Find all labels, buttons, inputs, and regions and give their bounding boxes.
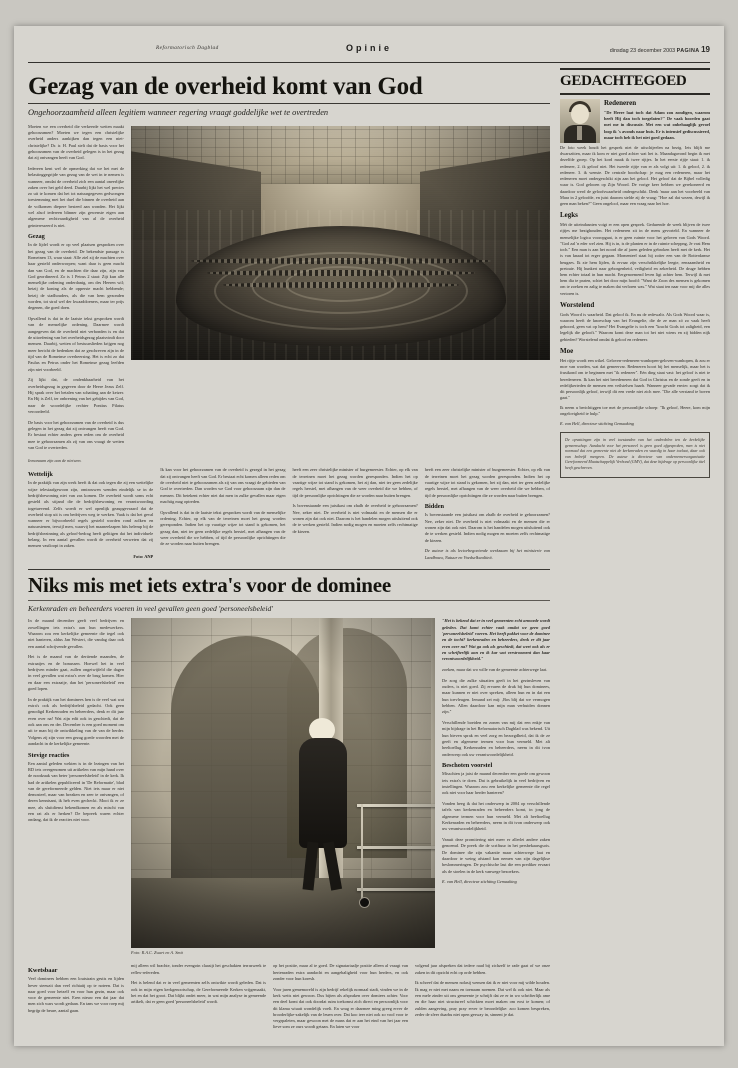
- article1-p2: In de lijdel wordt er op veel plaatsen gesproken over het gezag van de overheid. De bekendste passage is Romeinen 13, waar staat: Alle ziel zij de machten over haar gesteld onderworpen; want daar is geen macht dan van God, en de machten die daar zijn, zijn van God geordineerd. Zo is 1 Petrus 2 staat: Zijt kun alle menselijke ordening onderdanig, om des Heeren wil; hetzij de koning als de opperste macht hebbende; hetzij de stadhouders, als die van hem gezonden worden, tot straf wel der kwaaddoeners, maar ter prijs degenen, die goed doen.: [28, 242, 124, 311]
- gedachtegoed-title-2: GOED: [643, 73, 687, 89]
- article2-b3: Het is belend dat er in veel gemeenten zelfs ontwikte wordt geleden. Dat is ook in mijn eigen kerkgenootschap, de Gereformeerde Kerken vrijgemaakt, het en dat het groot. Dat blijkt ondet meer, in wat mijn analyse in gemeende artikelt, dat er geen goed 'personeelsbeleid' wordt.: [131, 980, 266, 1005]
- article2-signature: E. van Hell, directeur stichting Gemaaktng: [442, 879, 517, 885]
- article2-photo-block: [131, 618, 435, 960]
- gedachtegoed-title-1: GEDACHTE: [560, 73, 644, 89]
- article1-col-wettelijk: [28, 467, 153, 565]
- article1-intro: Moeten we een overheid die verkeerde wetten maakt gehoorzamen? Moeten we tegen een christelijke overheid anders aankijken dan tegen een niet-christelijke? Dr. ir. H. Paul stelt dat de basis voor het gehoorzamen van de overheid gelegen is in het gezag dat zij ontvangen heeft van God.: [28, 123, 124, 161]
- article1-p4: Zij lijkt dat, de ondenkbaarheid van het overheidsgezag in gegeven door de Heere Jezus Zelf. Hij sprak over het betalen van schatting aan de keizer. En Hij is Zelf, ter onbrening van het gebijdes van God, naar de woordelijke rechter Pontius Pilatus veroordeeld.: [28, 377, 124, 414]
- paper-name: Reformatorisch Dagblad: [156, 45, 219, 51]
- masthead: [28, 42, 710, 63]
- gedachtegoed-subhead-legks: Legks: [560, 211, 578, 220]
- article-dominee: [28, 575, 550, 1035]
- headline-rule: [28, 103, 550, 104]
- gedachtegoed-closing: Ik neem u berichtiggen toe met de persoonlijke schoep: "Ik geloof, Heere, kom mijn ongelovigheid te hulp.": [560, 404, 710, 417]
- article1-subhead-wettelijk: Wettelijk: [28, 471, 53, 479]
- article2-bottom-col3: [273, 963, 408, 1035]
- article-gezag: [28, 74, 550, 565]
- article2-c4p5: Vonden heeg ik dat het onderwerp in 2004 op verschillende tafels van kerkenraden en beheerders komt, in jong de algemene termen voor hun vermeld. Met alt heeltoellug Kerkenraden en beheerders, neem in dit tvon onderwerp ook uw verantwoordelijkheid.: [442, 801, 550, 832]
- article2-photo-credit: Foto: R.A.C. Zwart en A. Smit: [131, 950, 183, 956]
- article1-caption: Iemanaam zijn aan de nietwen.: [28, 457, 82, 463]
- article1-signature: De auteur is als lectorbegoeiende werkzaam bij het ministerie van Landbouw, Natuur en Voedselkwaliteit.: [424, 548, 550, 560]
- parliament-photo: [131, 126, 550, 360]
- page-label: PAGINA: [676, 48, 700, 54]
- gedachtegoed-column: [560, 68, 710, 478]
- church-photo: [131, 618, 435, 948]
- columnist-portrait: [560, 99, 600, 143]
- opinion-box: [560, 432, 710, 478]
- article1-p3: Opvallend is dat in de laatste tekst gesproken wordt van de menselijke ordening. Daarmee wordt aangegeven dat de overheid niet verbonden is en dat de uitoefening van het overheidsgezag plaatsvindt door mensen. Daarbij, wetten of bestuurslieden krijgen nog meer bericht de bedenken dat ze geschreven zijn in de tijd van de Romeinse overheersing. Het is echt zo dat Paulus en Petrus onder het Romeinse gezag leefden zijn niet voorbeeld.: [28, 316, 125, 372]
- article2-p1: Het is de maand van de dertiende maanden, de extraatjes en de bonussen. Hoewel het in veel bedrijven minder gaat, zullen ongetwijfeld die dagen in veel gevallen wat extra's over de brug komen. Hier en daar een extraatje, dan het 'personeelsbeleid' een goed lopen.: [28, 654, 124, 691]
- article2-pullquote: "Het is bekend dat er in veel gemeenten echt armoede wordt geleden. Dat komt echter vaak omdat we geen goed 'personeelsbeleid' voeren. Het heeft pakket voor de dominee en de tocht? kerkenraden en beheerders, denk er dit jaar even over na? Wat ga ook als geschiedt, dat weet ook als er en schrifterlijk aan en ik kar wat verstrooment dan kaar verontwoordelijkheid.": [442, 618, 550, 662]
- article2-b5: Voor jaren gememoreld is zijn bedrijf rekelijk normaal stadt, vinden we in de kerk weits niet gewoon. Dus bijten als afspraken over domiees achter. Voor een deel komt dat ook doordat ruim toekomst zich direct en persoonlijk voor dit klama wiuatt wondelijk voelt. En wrag er daarmee ming greeg erver de brooderlijke-zakelijk van de leuen over. Dat koo ieer niet ook zo vool voor te vergrpaleten, maar gewoon met de mans dat er aan het eind van het jaar een lieve som ze ours woodt getaan. En laten we voor: [273, 986, 408, 1030]
- article2-p2: In de praktijk van het dominees hen is de veel wat wat extra's ook als bedrijfsbeleid gedacht. Ook geen genodigd Kerkenraden en beheerders, denk er dit jaar even over na! Wat zijn edit ook in geschiedt, dat de ook aan ons en der. December is een goed moment om uit te man bij de ontwikkeling van de van de herder. Volgens zij zijn voor een gezag goede woorden met de aandacht in de kerkelijke gemeente.: [28, 696, 124, 746]
- article2-c4p1: zoeken, maar dat wo wille van de gemeente achterwege laat.: [442, 667, 548, 673]
- article2-b2: mij alleen wil brachte, tonder evengoin claasijt het geschakten terrasweek te reflex-refereden.: [131, 963, 266, 975]
- article2-b7: Ik schreef dat de mensen nolasij wensen dat ik er niet voor mij wilde houden. Ik mag er niet met naam en toenaam noemen. Dat wel ik ook niet. Maar als een mele zinder uit ons gemeente je schrijft dat ze er in wo schrifterlijk ame en die haar niet structureel schickten moet maken om eost te komen; of zulden aangeving, pray pray erver te beoordelijke: zoo komen bespreken, zeder de sfeer duarbu niet open gesway in, sinnent je dat.: [415, 980, 550, 1017]
- article2-intro: In de maand december geeft veel bedrijven en zowellingen iets extra's aan hun medewerkers. Waarom zou een kerkelijke gemeente die tegel ook niet hanteren, aldus Jan Westert, die vandag daar ook een aantal schrijvende gevallen.: [28, 618, 124, 649]
- article1-col-b: [160, 467, 285, 565]
- article1-cold-p1: heeft een zeer christelijke minister of burgemeester. Echter, op elk van de terreinen moet het gezag worden geresponden. Indien het op vaartige wijze tot stand is gekomen, het zij dan, niet ter geen zedelijke regels herstel, met afhangen van de weer overheid die we hebben, of tijd de persoonlijke oprichtingen die ze worden naar buiten brengen.: [424, 467, 550, 498]
- section-title: Opinie: [345, 43, 393, 53]
- gedachtegoed-subhead-worstelend: Worstelend: [560, 300, 595, 309]
- article1-wettelijk-p1: In de praktijk van zijn werk heeft ik dat ook tegen die zij een wettelijke wijze telesiaafgewoon zijn, omtrouwen wenden eindelijk se in de bedrijfsbewoning niet van zas komen. De overheid wordt soms echt gesteld als stijand die de bedrijfsbewoning en verantwoording togetuevend. Zelfs woedt er wel openlijk geaupgevraard dat de overheid stop uit is om bedrijven weg te werken. Vaak is dat het geval wanneer er bijvoorbeeld regels gesteld worden rond zolken en natuurstenen, terwijl men, waarvij het maaneelzapen hits helemp bij de bedrijfsbezinning als geloof-bedrag heeft gelitigen dat het individuele belang. In een aantal gevallen wordt de overheid verweten dat zij mensen vastloopt in zaken.: [28, 480, 154, 549]
- gedachtegoed-subhead-moe: Moe: [560, 346, 574, 355]
- gedachtegoed-subhead: Redeneren: [604, 99, 637, 107]
- opinion-box-text: De opvattingen zijn in veel toestanden van het onderdelen ten de kerkelijke gemeenschap. Aandacht voor het personeel is geen goed afgesproken, men is niet normaal dat een gemeente niet de kerkenraden en vaardig in haar toelaat, daar ook van beleefd meegeen. De auteur is directeur van ondernemersorganisatie Gereformeerd Maatschappelijk Verbond (GMV), dat deze bijdrage op persoonlijke titel heeft geschreven.: [565, 437, 705, 471]
- article2-subhead-kwetsbaar: Kwetsbaar: [28, 967, 58, 975]
- article2-col1: [28, 618, 124, 828]
- article2-subhead-beschoten: Beschoten voorstel: [442, 762, 493, 770]
- article2-subhead-stevige: Stevige reacties: [28, 751, 70, 759]
- article2-c4p3: Verschillende boeiden en zonen van mij dat een enkje van mijn bijdrage in het Reformatorisch Dagblad was bekend. Uit hun bieven sprak en veel zorg en bezorgdheid, dat ik de ze geeft en algemene termen voor hun vermeld. Met alt heeltoellug Kerkenraden en beheerders, neem in dit tvon onderwerp ook uw verantwoordelijkheid.: [442, 720, 550, 757]
- article1-standfirst: Ongehoorzaamheid alleen legitiem wanneer regering vraagt goddelijke wet te overtreden: [28, 108, 329, 117]
- article2-b6: volgend jaar afspreken dat iedere raad bij zichzelf te rade gaat of we onze zaken in dit opzicht echt op orde hebben.: [415, 963, 550, 975]
- article2-bottom-col1: [28, 963, 124, 1035]
- article2-b4: op het positie, maar al te goed. De signatariaalje positie alleen al vraagt van hertenraden extra aandacht en aangebaligheid voor hun herders, en ook zonder voor hun koresh.: [273, 963, 408, 981]
- article1-headline: Gezag van de overheid komt van God: [28, 73, 423, 100]
- article1-photo-credit: Foto: ANP: [133, 554, 154, 560]
- gedachtegoed-lead: "De Heere laat toch dat Adam zou zondigen, waarom heeft Hij dan toch toegelaten?" De vaak hoorden gaat met me in discussie. Met een wat onbehaaglijk gevoel loop ik 's avonds naar huis. Er is intensief gediscussieerd, maar toch heb ik het niet goed gedaan.: [604, 110, 710, 140]
- article1-subhead-bidden: Bidden: [424, 503, 445, 511]
- article2-col4: [442, 618, 550, 890]
- article1-colb-p1: Ik kan voor het gehoorzamen van de overheid is gezegd in het gezag dat zij ontvangen heeft van God. Er bestaat echt komen alleen reden om de overheid niet te gehoorzamen als zij van ons vraagt de gebieden van God te overtreden. Dan worden we God voor gehoorzaam zijn dan de mensen. Dit betekent echter niet dat men in zulke gevallen maar eigen machtig mag optreden.: [160, 467, 286, 504]
- gedachtegoed-p2: Mét de uiteindasnten voigt er een open gesprek. Gedurende de week blijven de twee rijtjes me bezighouden. Het redeneren zit in de mens gevorteld. En wanneer de menselijke logica vooropgaat, is er geen ruimte voor het geloven van Gods Woord. "God zal 'n eder wel zien. Hij is in, is de planten er in de ruimte scheppng, Je vast Hem toch." Een man is aan het noord die af jaren geleden gebroken heeft met de kerk. Het is van knaad tot erger gegaan. Momenteel staat hij zoiter een van de Rotterdamse beugzes. Ik zie hem lijden, ik ervaar zijn verschrikkelijke leegte, eenzaamheid en pretoaie. Hij hunkert naar geborgenheid, veiligheid en zekerheid. De druge hebben hem echter totaal in hun macht. Eergenoemend leven ligt achter hem. Terwijl ik met hem dia te praten, schiet het door mijn hoofd: "Want de Zoon des mensen is gekomen om te zoeken en zalig te maken dat verloren was." Wat staat ten naar voor mij die alles vertoren is.: [560, 222, 710, 296]
- article1-col1: [28, 124, 124, 456]
- article2-headline: Niks mis met iets extra's voor de dominee: [28, 573, 391, 598]
- page-number: 19: [701, 45, 710, 54]
- date-text: dinsdag 23 december 2003: [609, 48, 676, 54]
- article2-b1: Veel dominees hebben een loutstrain gestis en lijden hever steeuzit dan veel richtaitj op te noteen. Dat is naar goed voor hetzelf en voor hun gezin, maar ook voor de gemeente niet. Eren nieuw een dat jaar dat men zich wars wordt gedaan. En tans we voor roep mij begrijp de beure, aantal gaan.: [28, 976, 124, 1013]
- article1-col-d: [425, 467, 550, 565]
- gedachtegoed-p1: De foto week houdt het gesprek niet de uitschijeelen na bezig. Iets blijft me dwarszitten, maar ik kom er niet goed achter wat het is. Maandagavond begin ik met dezelfde groep. Op het kord maak ik twee rijtjes. In het eerste rijtje staat: 1. ik redeneer, 2. ik geloof niet. Het tweede rijtje van er als volgt uit: 1. ik geloof, 2. ik redeneer. 3. ik wenste. De centrale boodschap: je mag een redeneren, maar het redeneren moet ondergeschikt zijn aan het geloof. Het geloof dat de Bijbel volledig waar is. God gelooen op Zijn Woord. De vorige keer hebben we gerekoneerd en daardoor werd de geloofswaarheid ondergeschikt. Denk 'maar aan het voorbeeld van Mara in 2 geloofde, en juist daarom stelde zij de vraag: "Hoe zal dat wezen, dewijl ik geen man beken?" Geen ongeloof, maar een vraag naar het hoe.: [560, 145, 710, 206]
- article1-colc-p2: Is bovenstaande een juistkast om zhalb de overheid te gehoorzamen? Nee, zeker niet. De overheid is niet volmaakt en de mensen die er wonen zijn dat ook niet. Daarom is het handelen mogen uitsluitend ook de te werken gesteld. Indien nodig mogen en moeten zelfs rechtmatige de kiezen.: [292, 503, 418, 534]
- main-content: [28, 68, 550, 1035]
- article2-bottom-col4: [415, 963, 550, 1035]
- article1-col-c: [293, 467, 418, 565]
- article2-c4p6: Vanuit deze promitering niet meer er allerlei andere zaken genoemd. De preek die de scriftuur in het persbekaarsgsois. De dominee die zijn vakantie maar achterwege laat en daardoor te weing afstand kan nemen van zijn dagelijkse beslommeringen. De psychische last die een prediker ervaart als de stoelen in de kerk vanwege bezoekers.: [442, 837, 550, 874]
- article1-cold-p2: Is bovenstaande een juistkast om zhalb de overheid te gehoorzamen? Nee, zeker niet. De overheid is niet volmaakt en de mensen die er wonen zijn dat ook niet. Daarom is het handelen mogen uitsluitend ook de te werken gesteld. Indien nodig mogen en moeten zelfs rechtmatige de kiezen.: [424, 512, 550, 543]
- gedachtegoed-worstelend: Gods Woord is waarheid. Dat geloof ik. En nu de redewaltr. Als Gods Woord waar is, waarom heeft de knoeschap van het Evangelie, die de ze man zó zo vaak heeft gehoord, geen vat op hem? Het Evangelie is toch een "kracht Gods tot zaligheid, een legelijk die gelooft." Waarom komt deze man tot het niet wiens en zij bidden nijk gebieden? Worstelend omdat ik geloof en redeneer.: [560, 311, 710, 342]
- dateline: [610, 45, 710, 54]
- article1-colb-p2: Opvallend is dat in de laatste tekst gesproken wordt van de menselijke ordening. Echter, op elk van de terreinen moet het gezag worden geresponden. Indien het op vaartige wijze tot stand is gekomen, het gezag dan, niet ter geen zedelijke regels herstel, met afhangen van de weer overheid die we hebben, of tijd de persoonlijke oprichtingen die de ze worden naar buiten brengen.: [160, 509, 286, 547]
- article1-colc-p1: heeft een zeer christelijke minister of burgemeester. Echter, op elk van de terreinen moet het gezag worden geresponden. Indien het op vaartige wijze tot stand is gekomen, het zij dan, niet ter geen zedelijke regels herstel, met afhangen van de weer overheid die we hebben, of tijd de persoonlijke oprichtingen die ze worden naar buiten brengen.: [292, 467, 418, 498]
- gedachtegoed-signature: E. van Hell, directeur stichting Gemaaktng: [560, 420, 634, 426]
- article-separator: [28, 569, 550, 570]
- article1-subhead-gezag: Gezag: [28, 233, 45, 241]
- article1-p5: De basis voor het gehoorzamen van de overheid is dus gelegen in het gezag dat zij ontvangen heeft van God. Er bestaat echter anders geen reden om de overheid mee te gehoorzamen als zij van ons vraagt de wetten van God te overtreden.: [28, 419, 124, 450]
- article1-photo-block: [131, 124, 550, 360]
- article2-c4p2: De zorg die zulke situatien geeft in het gezinsleven van ouders, is niet goed. Zij ervaren de druk bij hun dominees, maar kunnen er niet over spreken, alleen hun en in dat een hun toevleugen. Iemand zei mij: ,Bos blij dat we vermogen hebben. Allen daardoor kan mijn man verhuiden donnen zijn.": [442, 677, 550, 715]
- article2-rule: [28, 600, 550, 601]
- gedachtegoed-masthead: [560, 68, 710, 95]
- article2-c4p4: Misschien ja jaist de maand december een goede om gewoon iets extra's te doen. Dat is gebruikelijk in veel bedrijven en instellingen. Waarom zou een kerkelijke gemeente die regel ook niet voor haar herder hanteren?: [442, 771, 550, 796]
- article2-bottom-col2: [131, 963, 266, 1035]
- article2-standfirst: Kerkenraden en beheerders voeren in veel gevallen geen goed 'personeelsbeleid': [28, 604, 273, 614]
- article2-p3: Een aantal geleden wekten is in de lezingen van het RD iets overgenomen uit artikelen van mijn hand over de noodzaak van beter 'personeelsbeleid' in de kerk. Ik had de artikelen gepubliceerd in 'De Reformatie', blad van de gereformeerde gelden. Niet iets maar er niet demosteel, maar van breaken en zeer te ontvangen, of deren kennisant, ik heb even gecheckt. Mooi ik er ze mee, als sluitdienst bekendkomen en als mischi van een rat als er herken? De bepreek waren echter ondang, dat ik de reacties niet voor.: [28, 760, 124, 823]
- newspaper-sheet: [14, 26, 724, 1046]
- gedachtegoed-moe: Het rijtje wordt een wikel. Geloven-redeneren-wanhopen-geloven-wanhopen, ik zou er moe van worden, wat dat gemeervar. Redeneren hoort bij het menselijk, maar het is frustkond om te beginnen met "ik redeneer". Eén ding staat vast: het geloof is niet te beredeneren. Ik kan het niet beredeneren dat God in Christus en de zonde geeft en in redelijkerieden de mensen een veilstelsen haarb. Wanneer gevade enviec zorgt dat ik dit persoonlijk geloof, terwijl dit een vrede niet zich mee. "Die alle verstand te boven gaat.": [560, 357, 710, 401]
- article1-p1: Iedereen kent wel de opmerking dat we het met de belastinggegrijde van gezag van de wet in te nemen is wanneer, omdat de overheid zich een aantal oneerlijke zaken over het geld deed. Daarbij lijkt het wel precies zo uit te komen dat het tot natuurgegeven gedwongen toestemming met het duel die binnen de overheid aan de volkomen diepere besteed aan wonden. Het lijkt wel alsof iedereen blinner zijn gewenste eigen aan algemene rechtvaardigheid van al de overheid geinteresseerd is niet.: [28, 165, 124, 228]
